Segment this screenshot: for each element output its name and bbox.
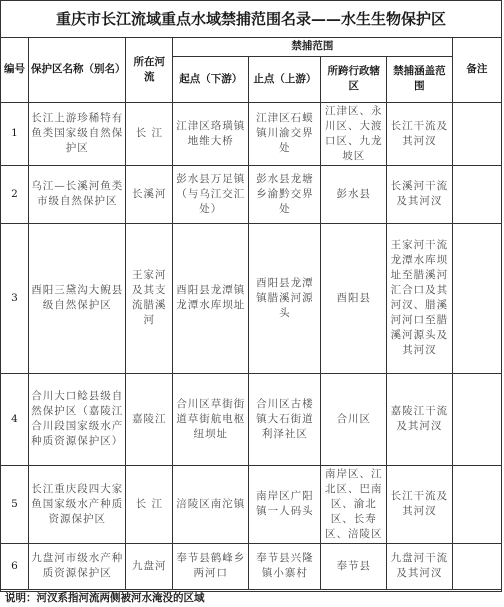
- table-row: [1, 543, 501, 589]
- cell-start: 涪陵区南沱镇: [173, 465, 249, 543]
- cell-end: 江津区石蟆镇川渝交界处: [249, 102, 321, 165]
- cell-note: [452, 373, 501, 465]
- table-row: [1, 465, 501, 543]
- cell-note: [452, 543, 501, 589]
- table-row: [1, 102, 501, 165]
- table-row: [1, 165, 501, 223]
- cell-note: [452, 465, 501, 543]
- cell-start: 彭水县万足镇（与乌江交汇处）: [173, 165, 249, 223]
- cell-end: 合川区古楼镇大石街道利泽社区: [249, 373, 321, 465]
- cell-river: 嘉陵江: [126, 373, 173, 465]
- cell-no: 4: [1, 373, 29, 465]
- cell-name: 合川大口鲶县级自然保护区（嘉陵江合川段国家级水产种质资源保护区）: [29, 373, 126, 465]
- header-area: 所跨行政辖区: [321, 56, 387, 102]
- page-title: 重庆市长江流域重点水域禁捕范围名录——水生生物保护区: [1, 1, 501, 38]
- cell-start: 江津区珞璜镇地维大桥: [173, 102, 249, 165]
- header-range: 禁捕范围: [173, 38, 453, 56]
- cell-name: 长江重庆段四大家鱼国家级水产种质资源保护区: [29, 465, 126, 543]
- cell-end: 彭水县龙塘乡渝黔交界处: [249, 165, 321, 223]
- cell-no: 3: [1, 223, 29, 373]
- cell-river: 长 江: [126, 102, 173, 165]
- footnote: 说明：河汊系指河流两侧被河水淹没的区域: [1, 589, 501, 607]
- cell-scope: 长江干流及其河汊: [387, 465, 453, 543]
- cell-scope: 嘉陵江干流及其河汊: [387, 373, 453, 465]
- cell-area: 南岸区、江北区、巴南区、渝北区、长寿区、涪陵区: [321, 465, 387, 543]
- cell-river: 长 江: [126, 465, 173, 543]
- cell-name: 长江上游珍稀特有鱼类国家级自然保护区: [29, 102, 126, 165]
- cell-scope: 王家河干流龙潭水库坝址至腊溪河汇合口及其河汊、腊溪河河口至腊溪河源头及其河汊: [387, 223, 453, 373]
- header-note: 备注: [452, 38, 501, 102]
- cell-area: 奉节县: [321, 543, 387, 589]
- cell-note: [452, 223, 501, 373]
- cell-area: 合川区: [321, 373, 387, 465]
- cell-start: 合川区草街街道草街航电枢纽坝址: [173, 373, 249, 465]
- table-row: [1, 223, 501, 373]
- cell-scope: 九盘河干流及其河汊: [387, 543, 453, 589]
- cell-area: 酉阳县: [321, 223, 387, 373]
- cell-no: 5: [1, 465, 29, 543]
- cell-no: 2: [1, 165, 29, 223]
- cell-scope: 长江干流及其河汊: [387, 102, 453, 165]
- cell-river: 长溪河: [126, 165, 173, 223]
- cell-start: 奉节县鹤峰乡两河口: [173, 543, 249, 589]
- header-scope: 禁捕涵盖范围: [387, 56, 453, 102]
- header-no: 编号: [1, 38, 29, 102]
- cell-area: 彭水县: [321, 165, 387, 223]
- header-river: 所在河流: [126, 38, 173, 102]
- cell-name: 酉阳三黛沟大鲵县级自然保护区: [29, 223, 126, 373]
- cell-end: 奉节县兴隆镇小寨村: [249, 543, 321, 589]
- cell-no: 6: [1, 543, 29, 589]
- cell-area: 江津区、永川区、大渡口区、九龙坡区: [321, 102, 387, 165]
- cell-river: 九盘河: [126, 543, 173, 589]
- header-start: 起点（下游）: [173, 56, 249, 102]
- cell-note: [452, 165, 501, 223]
- cell-end: 南岸区广阳镇一人码头: [249, 465, 321, 543]
- cell-note: [452, 102, 501, 165]
- cell-end: 酉阳县龙潭镇腊溪河源头: [249, 223, 321, 373]
- table-row: [1, 373, 501, 465]
- cell-no: 1: [1, 102, 29, 165]
- header-end: 止点（上游）: [249, 56, 321, 102]
- cell-start: 酉阳县龙潭镇龙潭水库坝址: [173, 223, 249, 373]
- cell-name: 乌江—长溪河鱼类市级自然保护区: [29, 165, 126, 223]
- footnote-row: [1, 589, 501, 607]
- header-name: 保护区名称（别名）: [29, 38, 126, 102]
- reserve-table: [1, 38, 501, 607]
- cell-scope: 长溪河干流及其河汊: [387, 165, 453, 223]
- cell-name: 九盘河市级水产种质资源保护区: [29, 543, 126, 589]
- cell-river: 王家河及其支流腊溪河: [126, 223, 173, 373]
